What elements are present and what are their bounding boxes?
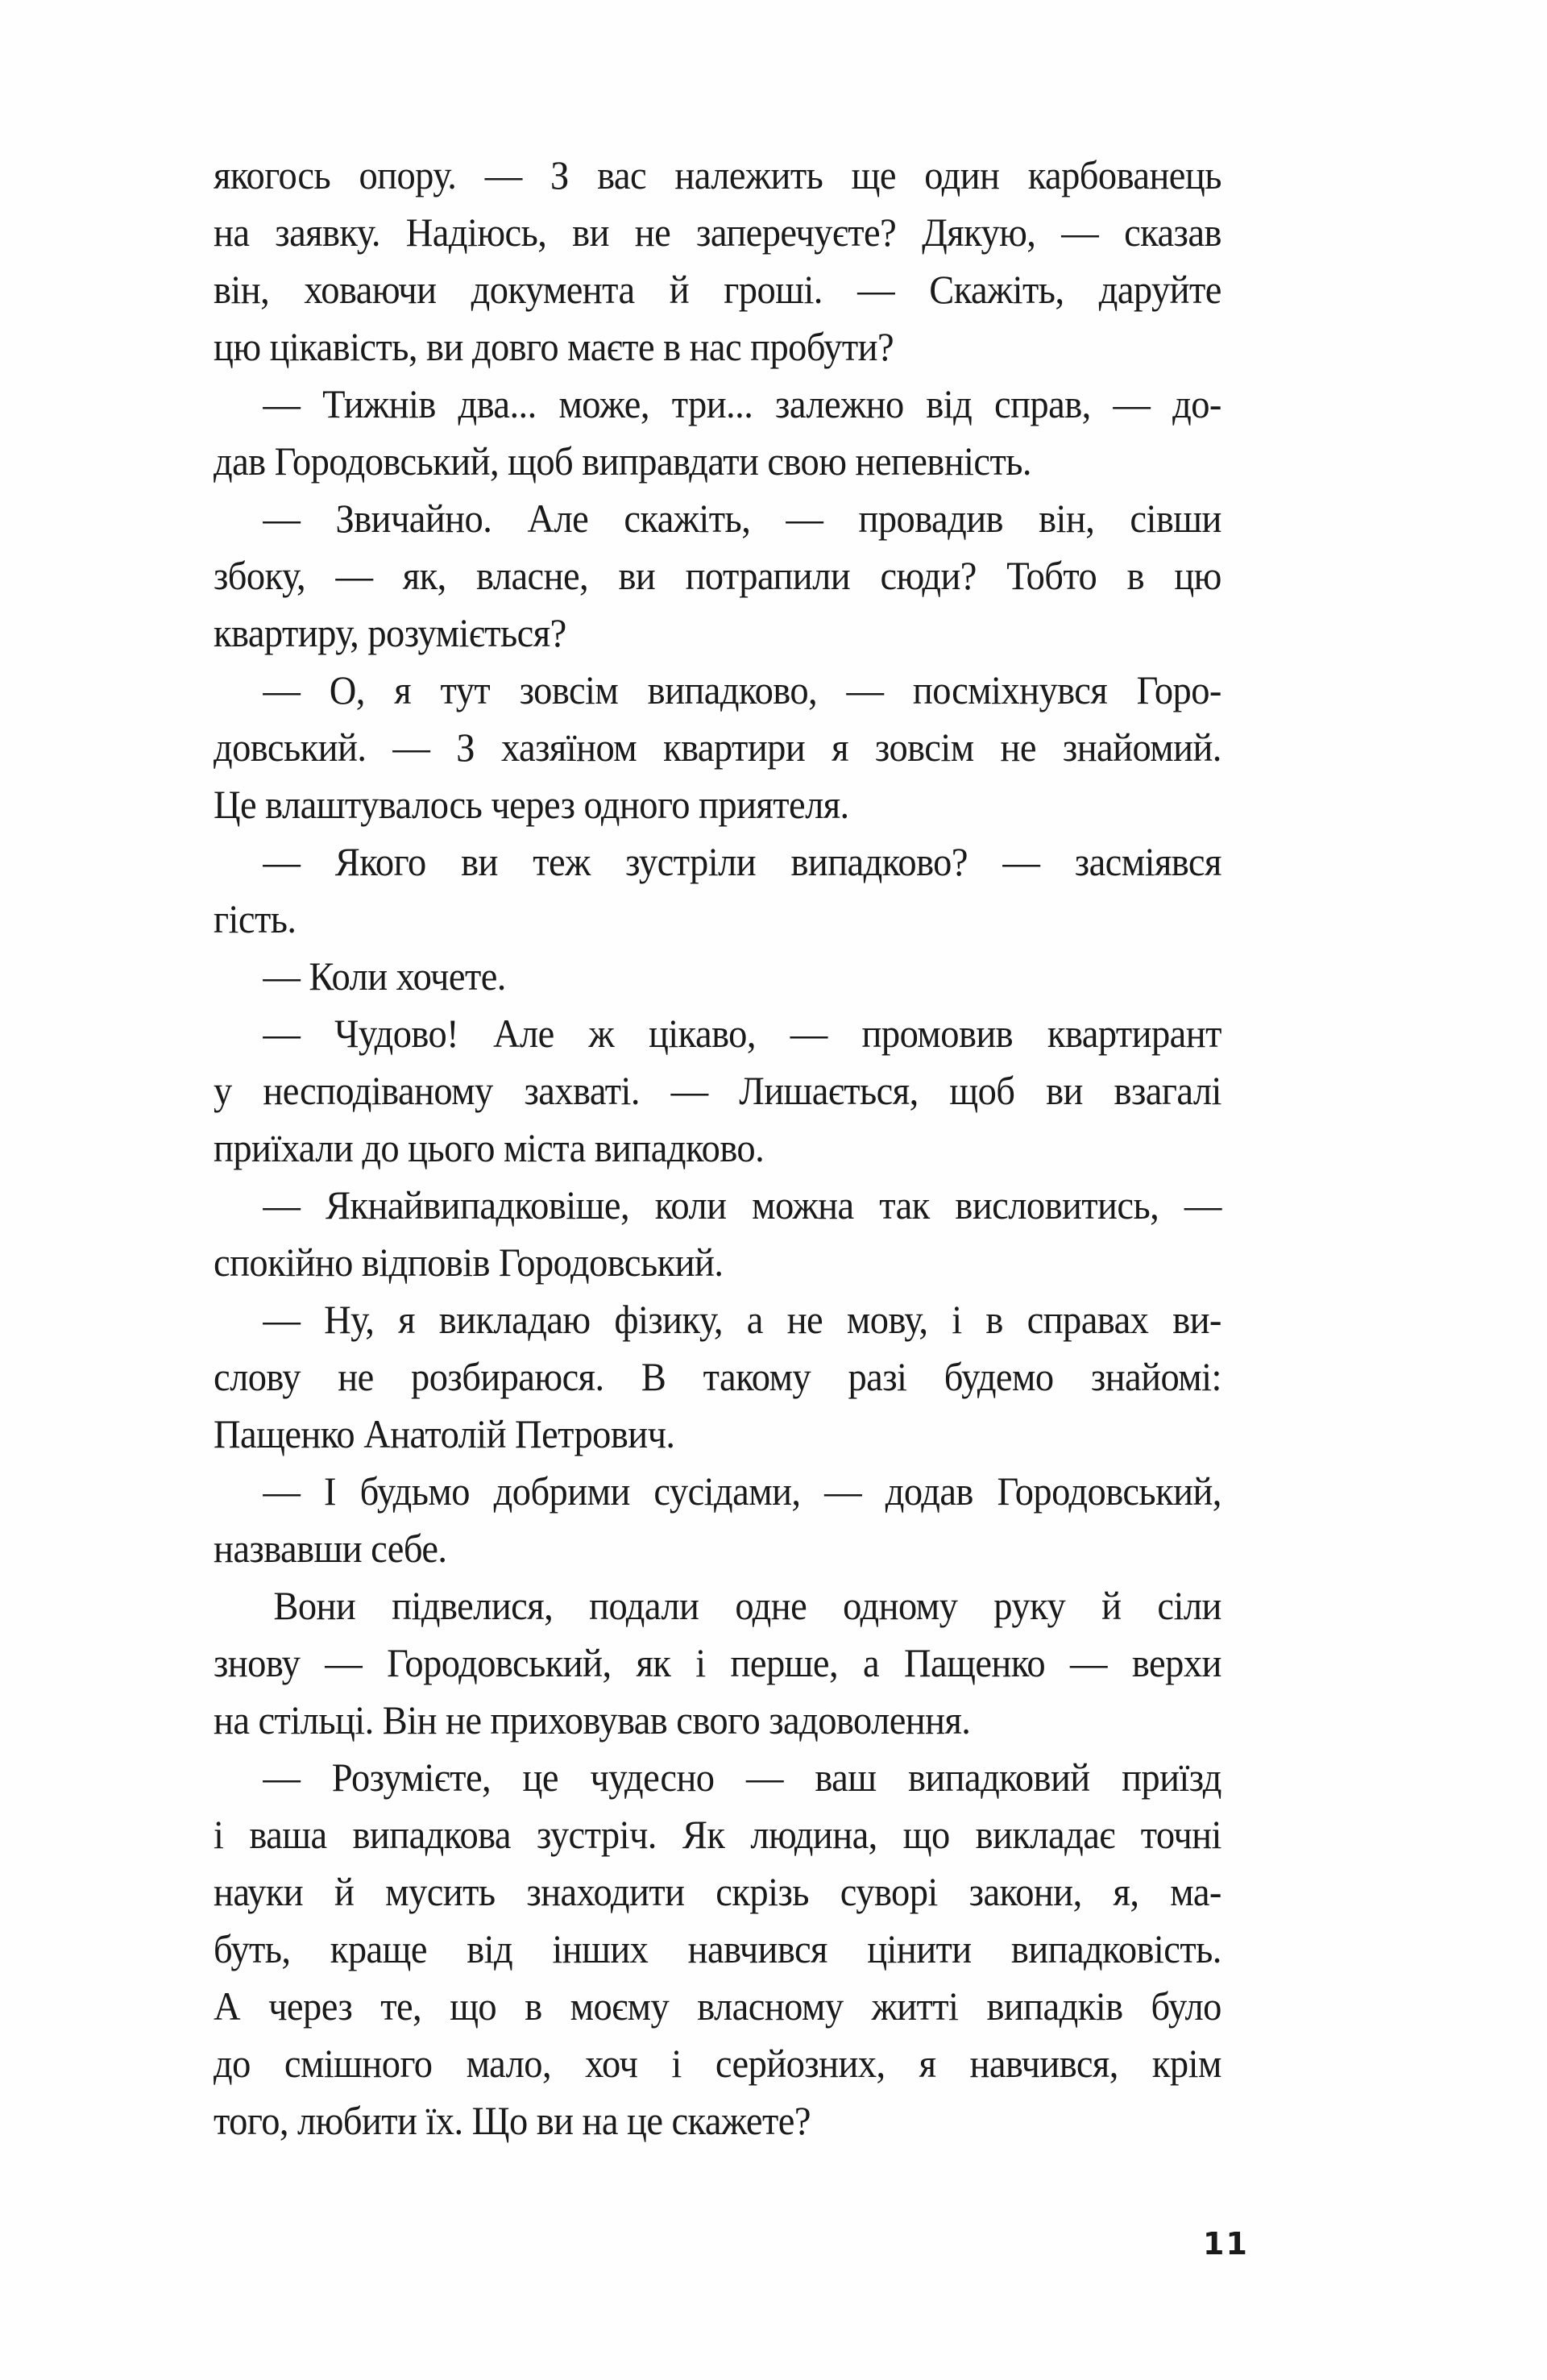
text-line: Це влаштувалось через одного приятеля. <box>214 782 849 827</box>
text-line: — Тижнів два... може, три... залежно від справ, — до- <box>263 381 1221 426</box>
text-line: назвавши себе. <box>214 1526 447 1571</box>
text-line: цю цікавість, ви довго маєте в нас пробути? <box>214 324 894 369</box>
text-line: А через те, що в моєму власному житті випадків було <box>214 1983 1221 2029</box>
text-line: до смішного мало, хоч і серйозних, я навчився, крім <box>214 2041 1221 2086</box>
text-line: науки й мусить знаходити скрізь суворі закони, я, ма- <box>214 1869 1221 1914</box>
text-line: Вони підвелися, подали одне одному руку й сіли <box>273 1583 1221 1628</box>
text-line: на стільці. Він не приховував свого задоволення. <box>214 1697 971 1742</box>
text-line: — Звичайно. Але скажіть, — провадив він, сівши <box>263 496 1221 541</box>
text-line: — Розумієте, це чудесно — ваш випадковий приїзд <box>263 1755 1221 1800</box>
text-line: — Якого ви теж зустріли випадково? — засміявся <box>263 839 1221 884</box>
text-line: — Чудово! Але ж цікаво, — промовив квартирант <box>263 1011 1221 1056</box>
text-line: довський. — З хазяїном квартири я зовсім не знайомий. <box>214 725 1221 770</box>
text-line: приїхали до цього міста випадково. <box>214 1125 765 1170</box>
text-line: — Коли хочете. <box>263 953 506 999</box>
page-number: 11 <box>1203 2226 1249 2262</box>
text-line: на заявку. Надіюсь, ви не заперечуєте? Дякую, — сказав <box>214 210 1221 255</box>
text-line: і ваша випадкова зустріч. Як людина, що викладає точні <box>214 1812 1221 1857</box>
text-line: якогось опору. — З вас належить ще один карбованець <box>214 152 1221 197</box>
text-line: дав Городовський, щоб виправдати свою непевність. <box>214 438 1031 484</box>
text-line: буть, краще від інших навчився цінити випадковість. <box>214 1926 1221 1971</box>
text-line: гість. <box>214 896 297 941</box>
text-line: Пащенко Анатолій Петрович. <box>214 1411 675 1456</box>
text-line: — О, я тут зовсім випадково, — посміхнувся Горо- <box>263 667 1221 712</box>
text-line: квартиру, розуміється? <box>214 610 566 655</box>
text-line: того, любити їх. Що ви на це скажете? <box>214 2098 811 2143</box>
text-line: — Ну, я викладаю фізику, а не мову, і в справах ви- <box>263 1297 1221 1342</box>
text-line: у несподіваному захваті. — Лишається, щоб ви взагалі <box>214 1068 1221 1113</box>
text-line: слову не розбираюся. В такому разі будемо знайомі: <box>214 1354 1221 1399</box>
text-line: збоку, — як, власне, ви потрапили сюди? Тобто в цю <box>214 553 1221 598</box>
text-line: він, ховаючи документа й гроші. — Скажіть, даруйте <box>214 267 1221 312</box>
text-line: — І будьмо добрими сусідами, — додав Городовський, <box>263 1468 1221 1514</box>
text-line: знову — Городовський, як і перше, а Пащенко — верхи <box>214 1640 1221 1685</box>
text-line: — Якнайвипадковіше, коли можна так висловитись, — <box>263 1182 1221 1227</box>
page-body-text <box>214 147 1221 2149</box>
text-line: спокійно відповів Городовський. <box>214 1240 724 1285</box>
